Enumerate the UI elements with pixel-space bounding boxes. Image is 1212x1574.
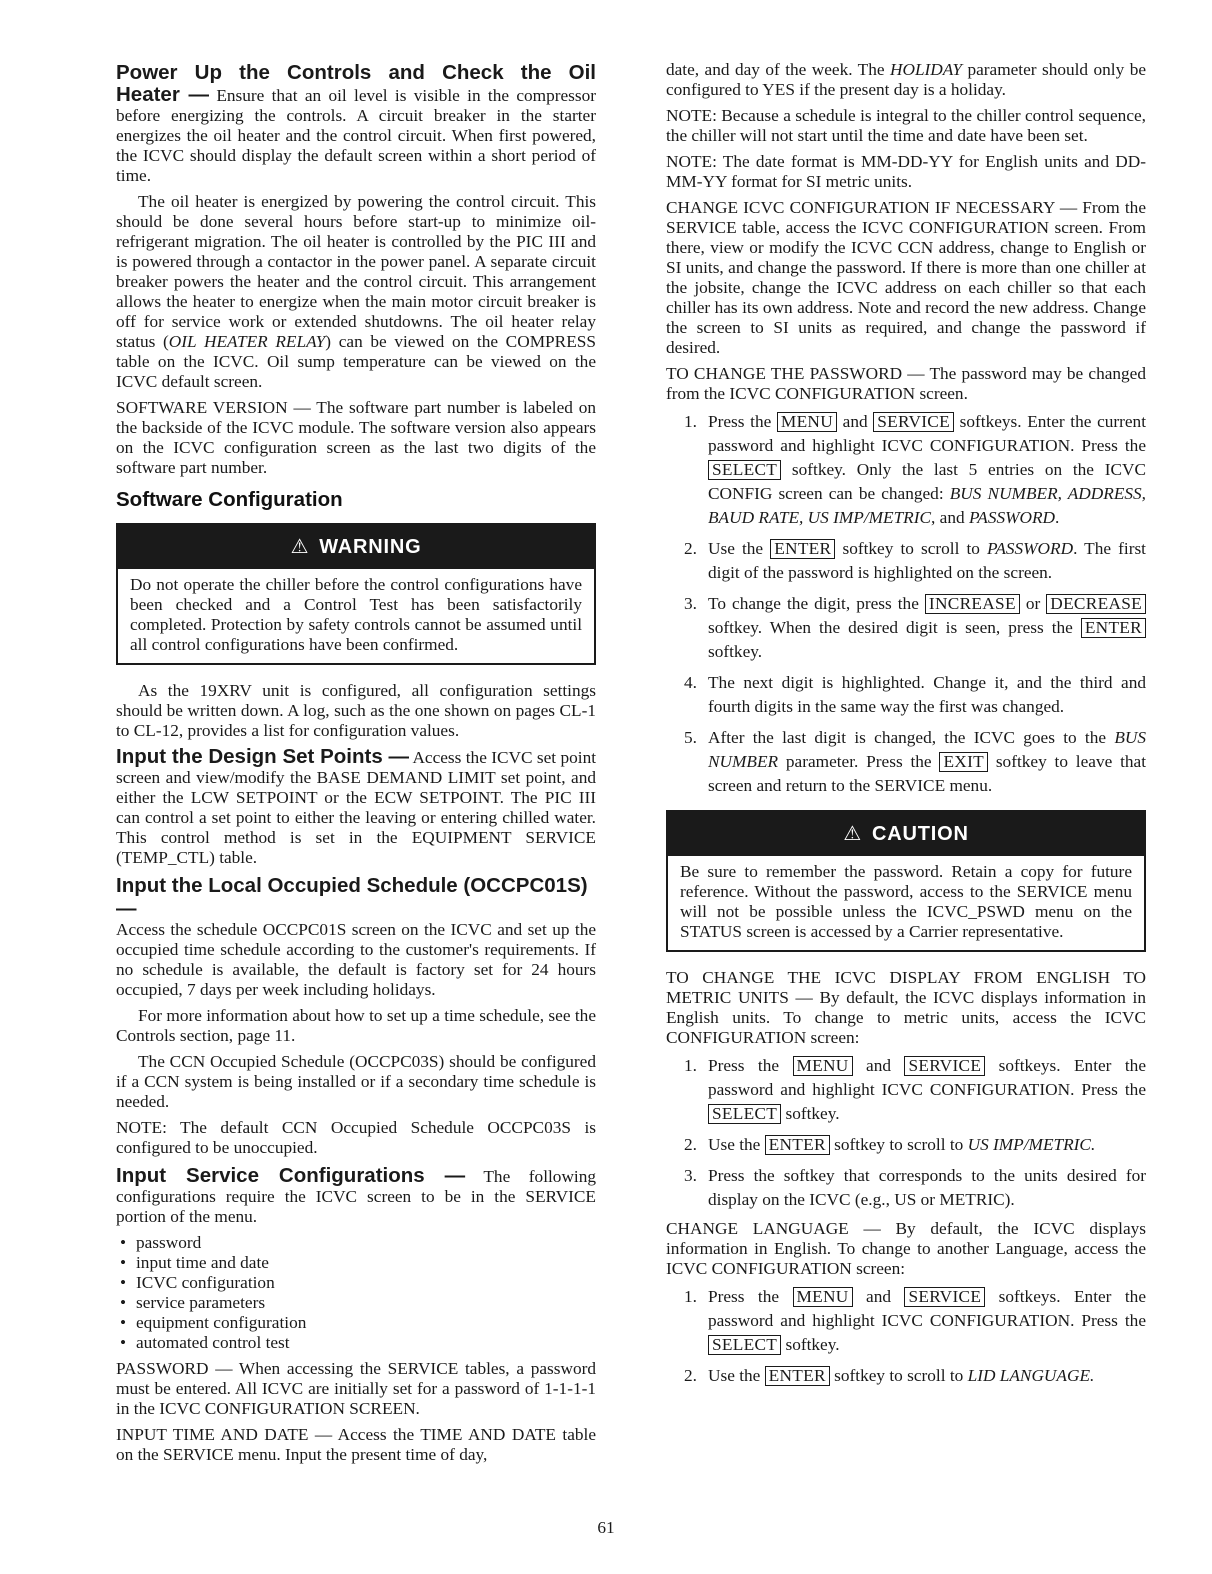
software-configuration-heading: Software Configuration <box>116 488 343 511</box>
caution-header: ⚠ CAUTION <box>668 812 1144 856</box>
service-softkey: SERVICE <box>904 1287 985 1307</box>
list-item: 1. Press the MENU and SERVICE softkeys. Enter the current password and highlight ICVC CONFIGURATION. Press the SELECT softkey. Only the last 5 entries on the ICVC CONFIG screen can be changed: BUS NUMBER, ADDRESS, BAUD RATE, US IMP/METRIC, and PASSWORD. <box>684 412 1146 527</box>
enter-softkey: ENTER <box>770 539 835 559</box>
ccn-note-paragraph: NOTE: The default CCN Occupied Schedule OCCPC03S is configured to be unoccupied. <box>116 1118 596 1157</box>
left-column <box>116 60 596 1471</box>
power-up-heading <box>116 60 596 85</box>
warning-triangle-icon: ⚠ <box>290 536 310 558</box>
list-item: 5. After the last digit is changed, the ICVC goes to the BUS NUMBER parameter. Press the EXIT softkey to leave that screen and return to the SERVICE menu. <box>684 728 1147 795</box>
enter-softkey: ENTER <box>1081 618 1146 638</box>
password-steps <box>666 410 1146 798</box>
list-item: 2. Use the ENTER softkey to scroll to US IMP/METRIC. <box>684 1135 1096 1154</box>
date-format-note-paragraph: NOTE: The date format is MM-DD-YY for English units and DD-MM-YY format for SI metric units. <box>666 152 1146 191</box>
menu-softkey: MENU <box>793 1287 853 1307</box>
list-item: 2. Use the ENTER softkey to scroll to LID LANGUAGE. <box>684 1366 1095 1385</box>
right-column <box>666 60 1146 1395</box>
list-item: 4. The next digit is highlighted. Change it, and the third and fourth digits in the same way the first was changed. <box>684 673 1146 716</box>
change-password-paragraph: TO CHANGE THE PASSWORD — The password may be changed from the ICVC CONFIGURATION screen. <box>666 364 1146 403</box>
service-config-heading: Input Service Configurations — <box>116 1164 466 1187</box>
service-softkey: SERVICE <box>904 1056 985 1076</box>
exit-softkey: EXIT <box>939 752 988 772</box>
caution-box <box>666 810 1146 952</box>
list-item: 1. Press the MENU and SERVICE softkeys. Enter the password and highlight ICVC CONFIGURATION. Press the SELECT softkey. <box>684 1056 1146 1123</box>
warning-box <box>116 523 596 665</box>
schedule-note-paragraph: NOTE: Because a schedule is integral to the chiller control sequence, the chiller will not start until the time and date have been set. <box>666 106 1146 145</box>
power-up-paragraph: Heater — Ensure that an oil level is visible in the compressor before energizing the controls. A circuit breaker in the starter energizes the oil heater and the control circuit. When first powered, the ICVC should display the default screen within a short period of time. <box>116 83 596 185</box>
ccn-schedule-paragraph: The CCN Occupied Schedule (OCCPC03S) should be configured if a CCN system is being installed or if a secondary time schedule is needed. <box>116 1052 596 1111</box>
metric-steps <box>666 1054 1146 1212</box>
local-schedule-paragraph: Access the schedule OCCPC01S screen on the ICVC and set up the occupied time schedule according to the customer's requirements. If no schedule is available, the default is factory set for 24 hours occupied, 7 days per week including holidays. <box>116 920 596 999</box>
increase-softkey: INCREASE <box>925 594 1020 614</box>
caution-text: Be sure to remember the password. Retain a copy for future reference. Without the password, access to the SERVICE menu will not be possible unless the ICVC_PSWD menu on the STATUS screen is accessed by a Carrier representative. <box>680 862 1132 941</box>
select-softkey: SELECT <box>708 1104 781 1124</box>
list-item: 3. Press the softkey that corresponds to the units desired for display on the ICVC (e.g., US or METRIC). <box>684 1166 1146 1209</box>
power-up-title: Power Up the Controls and Check the Oil <box>116 61 596 84</box>
service-softkey: SERVICE <box>873 412 954 432</box>
list-item: 1. Press the MENU and SERVICE softkeys. Enter the password and highlight ICVC CONFIGURATION. Press the SELECT softkey. <box>684 1287 1146 1354</box>
list-item: • input time and date <box>120 1253 596 1273</box>
service-config-list <box>120 1233 596 1353</box>
heater-lead-heading: Heater — <box>116 83 209 106</box>
change-language-paragraph: CHANGE LANGUAGE — By default, the ICVC displays information in English. To change to another Language, access the ICVC CONFIGURATION screen: <box>666 1219 1146 1278</box>
display-units-paragraph: TO CHANGE THE ICVC DISPLAY FROM ENGLISH TO METRIC UNITS — By default, the ICVC displays information in English units. To change to metric units, access the ICVC CONFIGURATION screen: <box>666 968 1146 1047</box>
menu-softkey: MENU <box>793 1056 853 1076</box>
warning-triangle-icon: ⚠ <box>843 823 862 845</box>
service-config-paragraph: Input Service Configurations — The following configurations require the ICVC screen to be in the SERVICE portion of the menu. <box>116 1164 597 1226</box>
warning-text: Do not operate the chiller before the control configurations have been checked and a Control Test has been satisfactorily completed. Protection by safety controls cannot be assumed until all control configurations have been confirmed. <box>130 575 582 654</box>
more-info-paragraph: For more information about how to set up a time schedule, see the Controls section, page 11. <box>116 1006 596 1045</box>
software-version-paragraph: SOFTWARE VERSION — The software part number is labeled on the backside of the ICVC module. The software version also appears on the ICVC configuration screen as the last two digits of the software part number. <box>116 398 596 477</box>
list-item: • automated control test <box>120 1333 596 1353</box>
list-item: • equipment configuration <box>120 1313 596 1333</box>
time-date-paragraph: INPUT TIME AND DATE — Access the TIME AND DATE table on the SERVICE menu. Input the present time of day, <box>116 1425 596 1464</box>
decrease-softkey: DECREASE <box>1046 594 1146 614</box>
holiday-paragraph: date, and day of the week. The HOLIDAY parameter should only be configured to YES if the present day is a holiday. <box>666 60 1146 99</box>
list-item: • password <box>120 1233 596 1253</box>
enter-softkey: ENTER <box>765 1366 830 1386</box>
local-schedule-heading: Input the Local Occupied Schedule (OCCPC01S) — <box>116 874 588 920</box>
change-config-paragraph: CHANGE ICVC CONFIGURATION IF NECESSARY — From the SERVICE table, access the ICVC CONFIGURATION screen. From there, view or modify the ICVC CCN address, change to English or SI units, and change the password. If there is more than one chiller at the jobsite, change the ICVC address on each chiller so that each chiller has its own address. Note and record the new address. Change the screen to SI units as required, and change the password if desired. <box>666 198 1146 357</box>
warning-header: ⚠ WARNING <box>118 525 594 569</box>
select-softkey: SELECT <box>708 1335 781 1355</box>
enter-softkey: ENTER <box>765 1135 830 1155</box>
language-steps <box>666 1285 1146 1388</box>
design-set-points-heading: Input the Design Set Points — <box>116 745 409 768</box>
select-softkey: SELECT <box>708 460 781 480</box>
list-item: • service parameters <box>120 1293 596 1313</box>
page-number: 61 <box>597 1518 615 1537</box>
configuration-log-paragraph: As the 19XRV unit is configured, all configuration settings should be written down. A log, such as the one shown on pages CL-1 to CL-12, provides a list for configuration values. <box>116 681 596 740</box>
design-set-points-paragraph: Input the Design Set Points — Access the ICVC set point screen and view/modify the BASE DEMAND LIMIT set point, and either the LCW SETPOINT or the ECW SETPOINT. The PIC III can control a set point to either the leaving or entering chilled water. This control method is set in the EQUIPMENT SERVICE (TEMP_CTL) table. <box>116 745 597 867</box>
menu-softkey: MENU <box>777 412 837 432</box>
list-item: • ICVC configuration <box>120 1273 596 1293</box>
list-item: 3. To change the digit, press the INCREASE or DECREASE softkey. When the desired digit is seen, press the ENTER softkey. <box>666 592 1146 664</box>
oil-heater-paragraph: The oil heater is energized by powering the control circuit. This should be done several hours before start-up to minimize oil-refrigerant migration. The oil heater is controlled by the PIC III and is powered through a contactor in the power panel. A separate circuit breaker powers the heater and the control circuit. This arrangement allows the heater to energize when the main motor circuit breaker is off for service work or extended shutdowns. The oil heater relay status (OIL HEATER RELAY) can be viewed on the COMPRESS table on the ICVC. Oil sump temperature can be viewed on the ICVC default screen. <box>116 192 596 391</box>
password-paragraph: PASSWORD — When accessing the SERVICE tables, a password must be entered. All ICVC are initially set for a password of 1-1-1-1 in the ICVC CONFIGURATION SCREEN. <box>116 1359 596 1418</box>
list-item: 2. Use the ENTER softkey to scroll to PASSWORD. The first digit of the password is highlighted on the screen. <box>684 539 1146 582</box>
